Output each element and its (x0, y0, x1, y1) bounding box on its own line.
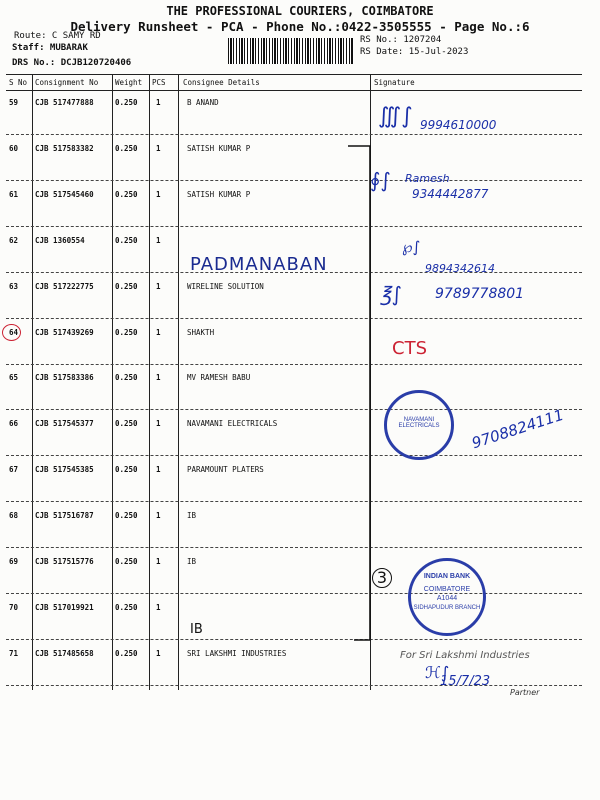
staff-text: Staff: MUBARAK (12, 43, 88, 53)
handwritten-mark-70: IB (190, 622, 203, 637)
row-divider (6, 593, 582, 594)
row-consignment-no: CJB 517583386 (35, 373, 94, 382)
row-pcs: 1 (156, 373, 161, 382)
row-pcs: 1 (156, 649, 161, 658)
navamani-stamp (384, 390, 454, 460)
row-sno: 60 (9, 144, 19, 153)
row-pcs: 1 (156, 465, 161, 474)
row-pcs: 1 (156, 511, 161, 520)
row-sno: 62 (9, 236, 19, 245)
row-weight: 0.250 (115, 144, 138, 153)
row-weight: 0.250 (115, 98, 138, 107)
route-text: Route: C SAMY RD (14, 31, 101, 41)
row-sno: 68 (9, 511, 19, 520)
row-consignment-no: CJB 517545460 (35, 190, 94, 199)
row-consignee: IB (187, 557, 197, 566)
row-pcs: 1 (156, 144, 161, 153)
runsheet-subtitle: Delivery Runsheet - PCA - Phone No.:0422-3505555 - Page No.:6 (70, 19, 530, 34)
signature-60-61: ∮∫ (370, 168, 391, 192)
row-pcs: 1 (156, 236, 161, 245)
bank-city: COIMBATORE (423, 586, 471, 593)
row-weight: 0.250 (115, 328, 138, 337)
row-sno: 64 (9, 328, 19, 337)
row-divider (6, 639, 582, 640)
row-weight: 0.250 (115, 282, 138, 291)
row-consignee: SATISH KUMAR P (187, 144, 251, 153)
row-divider (6, 318, 582, 319)
partner-text-71: Partner (510, 688, 540, 697)
company-stamp-71: For Sri Lakshmi Industries (400, 650, 530, 661)
handwritten-name-62: PADMANABAN (190, 254, 328, 275)
indian-bank-stamp (408, 558, 486, 636)
handwritten-mark-69: 3 (372, 568, 392, 588)
grid-vline (178, 74, 179, 690)
row-pcs: 1 (156, 603, 161, 612)
col-pcs: PCS (152, 78, 166, 87)
handwritten-phone-62: 9894342614 (425, 262, 495, 275)
row-sno: 65 (9, 373, 19, 382)
signature-62: ℘∫ (402, 238, 421, 256)
col-signature: Signature (374, 78, 415, 87)
row-pcs: 1 (156, 190, 161, 199)
row-consignment-no: CJB 517545377 (35, 419, 94, 428)
row-consignment-no: CJB 517545385 (35, 465, 94, 474)
rs-date: RS Date: 15-Jul-2023 (360, 47, 469, 57)
row-sno: 66 (9, 419, 19, 428)
row-weight: 0.250 (115, 373, 138, 382)
row-consignment-no: CJB 517583382 (35, 144, 94, 153)
bank-branch: SIDHAPUDUR BRANCH (413, 605, 481, 611)
row-consignee: MV RAMESH BABU (187, 373, 251, 382)
grid-vline (32, 74, 33, 690)
row-weight: 0.250 (115, 236, 138, 245)
row-consignment-no: CJB 517515776 (35, 557, 94, 566)
row-consignee: B ANAND (187, 98, 219, 107)
row-consignment-no: CJB 517222775 (35, 282, 94, 291)
row-pcs: 1 (156, 419, 161, 428)
row-divider (6, 455, 582, 456)
rs-number: RS No.: 1207204 (360, 35, 442, 45)
row-sno: 61 (9, 190, 19, 199)
row-pcs: 1 (156, 557, 161, 566)
grid-vline (112, 74, 113, 690)
row-consignment-no: CJB 1360554 (35, 236, 85, 245)
header-rule-bottom (6, 90, 582, 91)
row-weight: 0.250 (115, 190, 138, 199)
row-consignee: SHAKTH (187, 328, 215, 337)
row-consignee: SRI LAKSHMI INDUSTRIES (187, 649, 287, 658)
handwritten-phone-59: 9994610000 (420, 118, 497, 132)
row-divider (6, 364, 582, 365)
row-divider (6, 501, 582, 502)
row-64-circle-mark (2, 324, 21, 341)
row-consignee: NAVAMANI ELECTRICALS (187, 419, 278, 428)
handwritten-mark-64: CTS (392, 338, 427, 359)
row-pcs: 1 (156, 328, 161, 337)
row-consignment-no: CJB 517477888 (35, 98, 94, 107)
barcode (228, 38, 354, 64)
row-weight: 0.250 (115, 603, 138, 612)
row-consignment-no: CJB 517516787 (35, 511, 94, 520)
row-divider (6, 547, 582, 548)
row-sno: 71 (9, 649, 19, 658)
handwritten-date-71: 15/7/23 (440, 674, 491, 689)
row-pcs: 1 (156, 282, 161, 291)
col-weight: Weight (115, 78, 143, 87)
row-sno: 70 (9, 603, 19, 612)
stamp-66-text: NAVAMANI ELECTRICALS (398, 417, 440, 429)
bank-code: A1044 (436, 595, 458, 602)
row-consignee: IB (187, 511, 197, 520)
col-sno: S No (9, 78, 28, 87)
row-pcs: 1 (156, 98, 161, 107)
row-weight: 0.250 (115, 511, 138, 520)
row-consignment-no: CJB 517485658 (35, 649, 94, 658)
grid-vline (149, 74, 150, 690)
row-weight: 0.250 (115, 649, 138, 658)
row-consignment-no: CJB 517019921 (35, 603, 94, 612)
signature-71: ℋ∫ (425, 663, 450, 682)
drs-number: DRS No.: DCJB120720406 (12, 58, 132, 68)
row-sno: 67 (9, 465, 19, 474)
row-weight: 0.250 (115, 419, 138, 428)
company-title: THE PROFESSIONAL COURIERS, COIMBATORE (166, 4, 434, 18)
row-divider (6, 134, 582, 135)
row-divider (6, 409, 582, 410)
handwritten-phone-63: 9789778801 (435, 286, 525, 302)
handwritten-phone-66: 9708824111 (469, 405, 566, 453)
signature-name-61: Ramesh (405, 172, 450, 185)
row-consignment-no: CJB 517439269 (35, 328, 94, 337)
col-consignee: Consignee Details (183, 78, 260, 87)
row-divider (6, 226, 582, 227)
row-divider (6, 685, 582, 686)
row-divider (6, 180, 582, 181)
row-sno: 63 (9, 282, 19, 291)
row-consignee: SATISH KUMAR P (187, 190, 251, 199)
bank-name: INDIAN BANK (423, 573, 471, 580)
header-rule-top (6, 74, 582, 75)
row-sno: 69 (9, 557, 19, 566)
row-consignee: PARAMOUNT PLATERS (187, 465, 264, 474)
row-consignee: WIRELINE SOLUTION (187, 282, 264, 291)
col-consignment: Consignment No (35, 78, 99, 87)
handwritten-phone-61: 9344442877 (412, 187, 489, 201)
signature-59: ∭∫ (378, 104, 413, 129)
signature-63: ℥∫ (380, 282, 402, 306)
row-weight: 0.250 (115, 557, 138, 566)
row-sno: 59 (9, 98, 19, 107)
row-weight: 0.250 (115, 465, 138, 474)
